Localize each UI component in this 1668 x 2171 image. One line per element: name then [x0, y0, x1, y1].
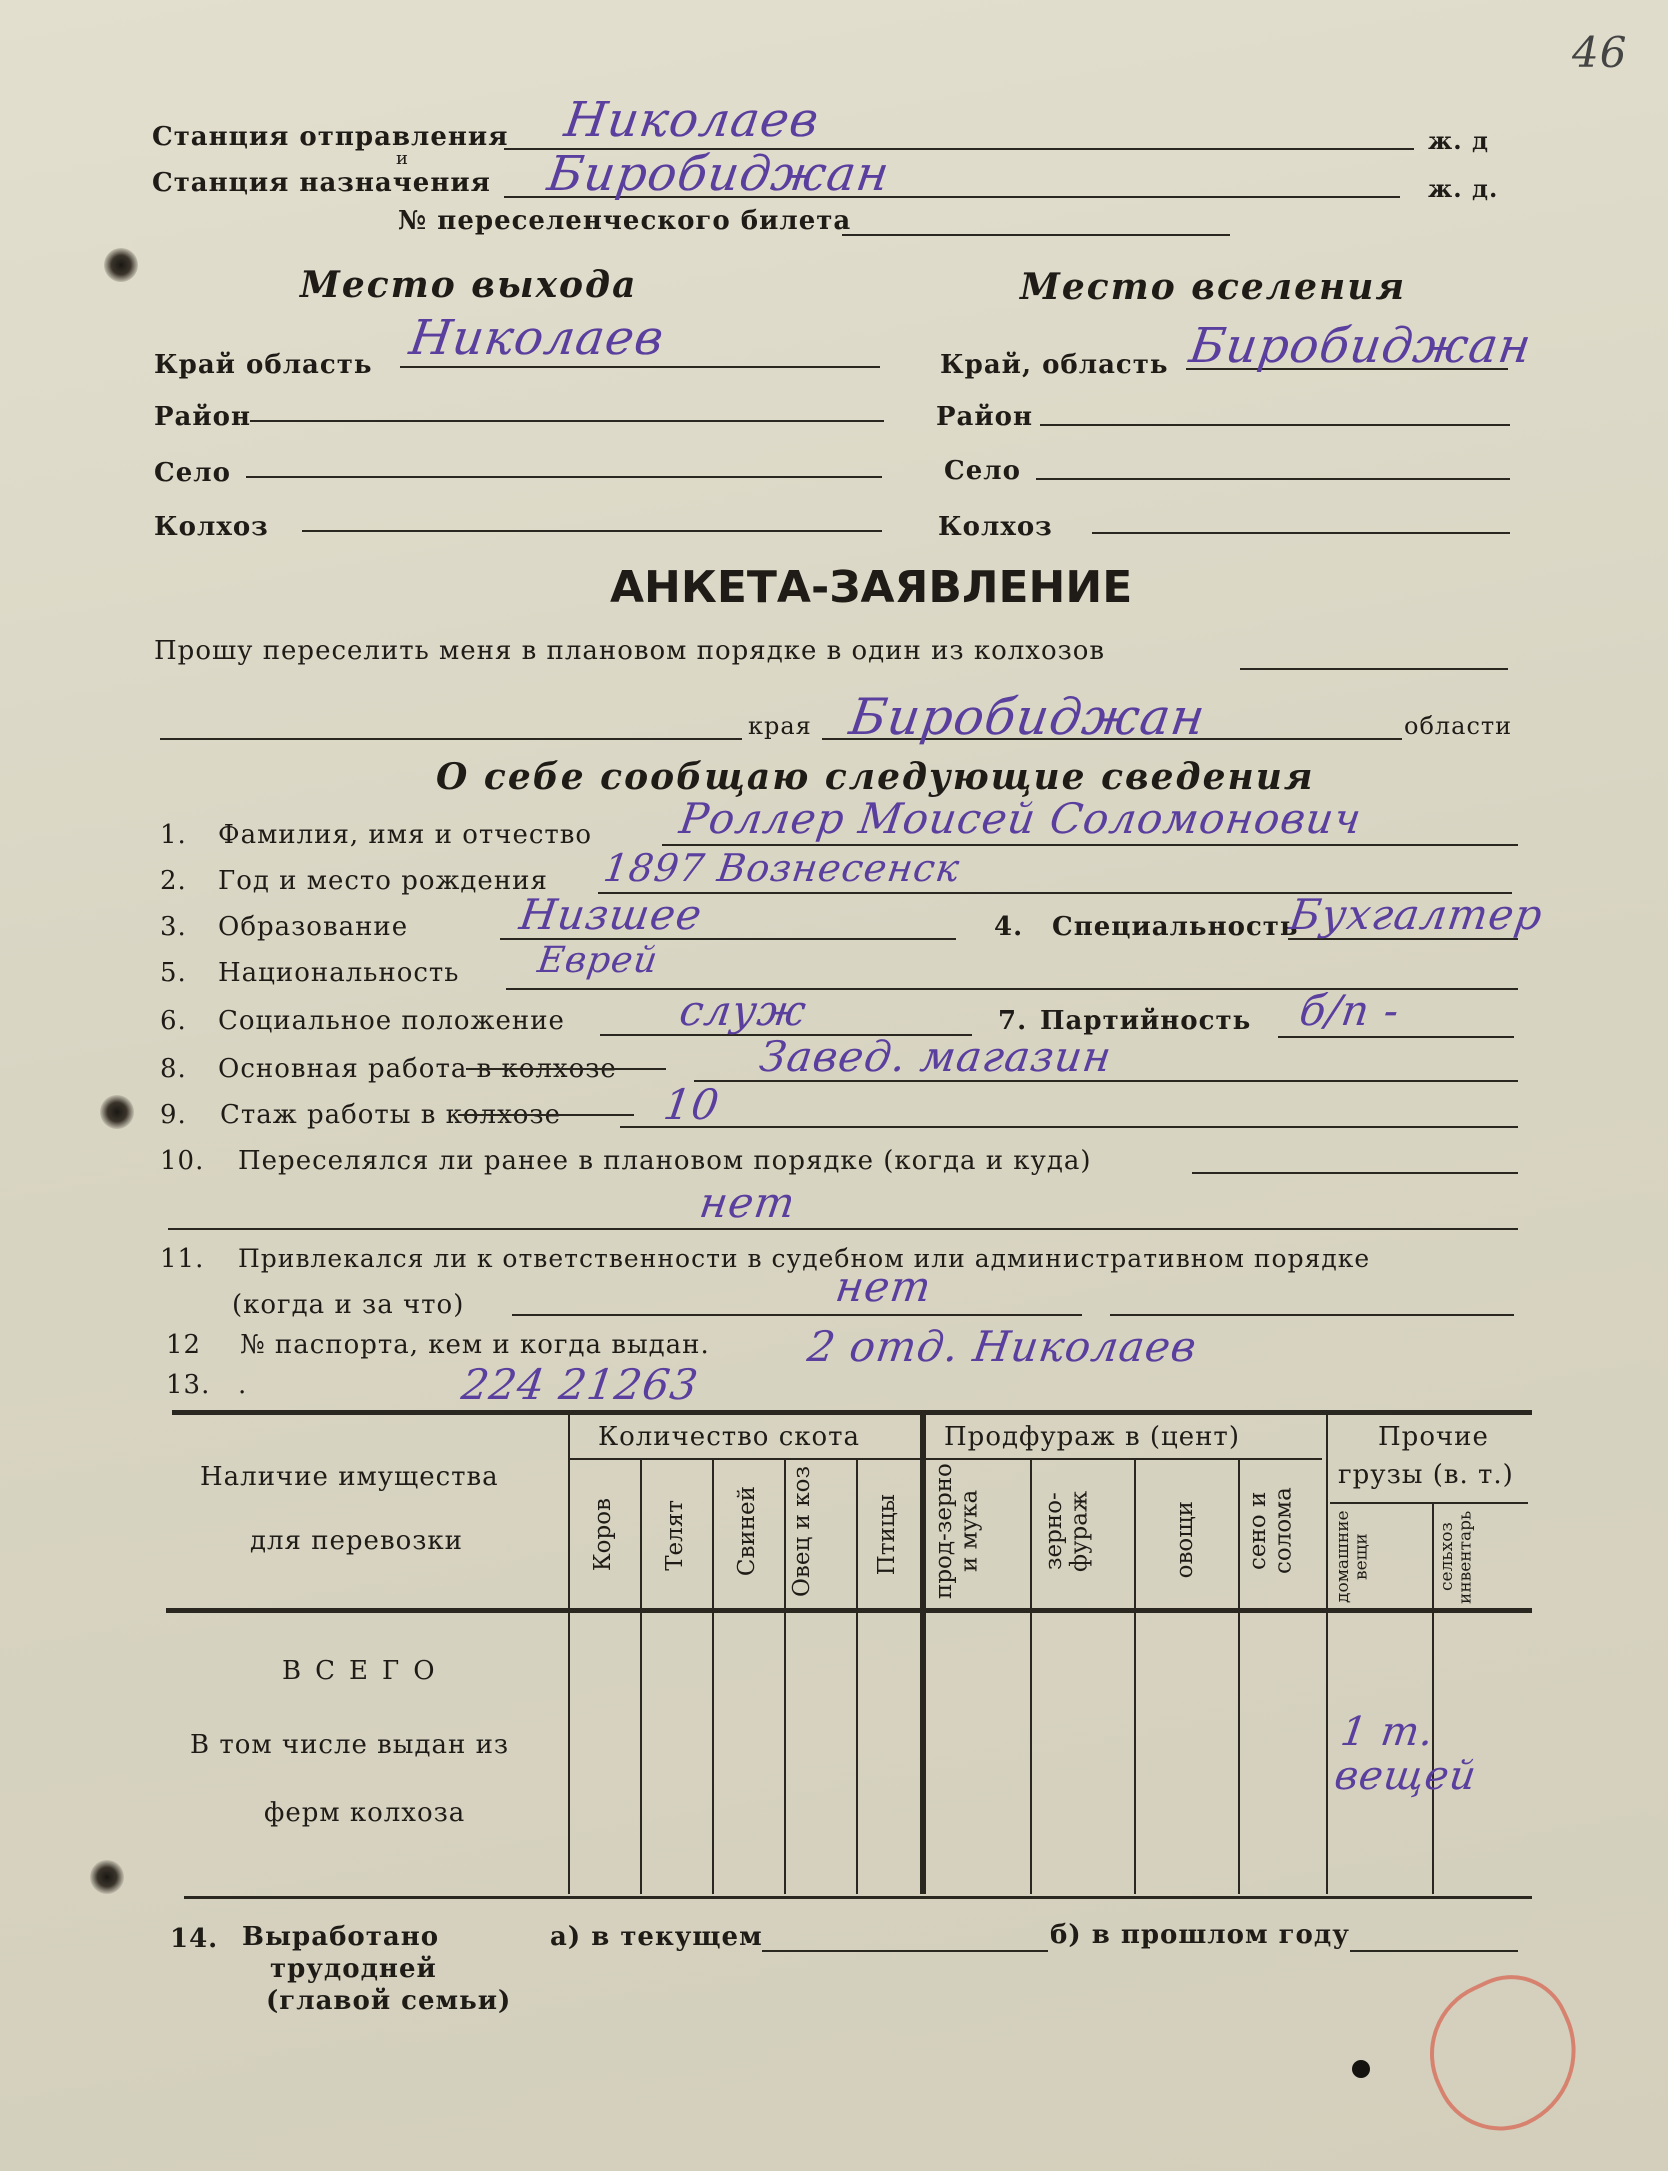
col-divider-9 [1326, 1414, 1328, 1894]
col-header-household: домашние вещи [1333, 1510, 1372, 1604]
field-1-label: Фамилия, имя и отчество [218, 820, 593, 850]
col-divider-0 [568, 1414, 570, 1894]
field-13-num: 13. [166, 1370, 211, 1400]
exit-village-label: Село [154, 458, 231, 488]
ink-dot [1352, 2060, 1370, 2078]
field-4-label: Специальность [1052, 912, 1299, 942]
field-5-num: 5. [160, 958, 187, 988]
exit-kolkhoz-line [302, 530, 882, 532]
field-9-label: Стаж работы в колхозе [220, 1100, 561, 1130]
col-divider-6 [1030, 1460, 1032, 1894]
form-title: АНКЕТА-ЗАЯВЛЕНИЕ [610, 562, 1133, 613]
field-10-label: Переселялся ли ранее в плановом порядке (когда и куда) [238, 1146, 1092, 1176]
field-6-label: Социальное положение [218, 1006, 565, 1036]
field-1-value: Роллер Моисей Соломонович [676, 794, 1365, 843]
exit-region-line [400, 366, 880, 368]
departure-value: Николаев [561, 92, 823, 148]
other-group-rule [1330, 1502, 1528, 1504]
settle-region-value: Биробиджан [1186, 318, 1536, 374]
col-header-farm-tools: сельхоз инвентарь [1437, 1510, 1476, 1604]
table-bottom-rule [184, 1896, 1532, 1899]
field-10-line-2 [168, 1228, 1518, 1230]
exit-kolkhoz-label: Колхоз [154, 512, 269, 542]
workdays-label-3: (главой семьи) [266, 1986, 512, 2016]
field-9-num: 9. [160, 1100, 187, 1130]
field-11-label-2: (когда и за что) [232, 1290, 465, 1320]
settle-kolkhoz-label: Колхоз [938, 512, 1053, 542]
col-header-poultry: Птицы [874, 1494, 901, 1576]
settle-village-label: Село [944, 456, 1021, 486]
exit-district-line [250, 420, 884, 422]
field-13-value: 224 21263 [458, 1360, 702, 1409]
col-header-vegetables: овощи [1172, 1501, 1199, 1579]
col-divider-8 [1238, 1460, 1240, 1894]
punch-hole-1 [104, 248, 138, 282]
workdays-previous-line [1350, 1950, 1518, 1952]
field-3-num: 3. [160, 912, 187, 942]
field-12-label: № паспорта, кем и когда выдан. [240, 1330, 710, 1360]
other-group-2: грузы (в. т.) [1338, 1460, 1514, 1490]
info-heading: О себе сообщаю следующие сведения [436, 756, 1315, 798]
request-line-1: Прошу переселить меня в плановом порядке в один из колхозов [154, 636, 1106, 666]
oblast-label: области [1404, 712, 1513, 740]
col-header-feed-grain: зерно-фураж [1041, 1490, 1093, 1572]
col-divider-5 [920, 1414, 926, 1894]
col-divider-7 [1134, 1460, 1136, 1894]
incl-label-2: ферм колхоза [264, 1798, 466, 1828]
workdays-previous: б) в прошлом году [1050, 1920, 1350, 1950]
workdays-current: а) в текущем [550, 1922, 763, 1952]
col-header-cows: Коров [590, 1498, 617, 1572]
red-pencil-mark [1406, 1956, 1603, 2153]
field-11-line [512, 1314, 1082, 1316]
field-2-label: Год и место рождения [218, 866, 548, 896]
settle-region-label: Край, область [940, 350, 1169, 380]
col-divider-1 [640, 1460, 642, 1894]
field-10-num: 10. [160, 1146, 205, 1176]
workdays-label-1: Выработано [242, 1922, 440, 1952]
field-1-num: 1. [160, 820, 187, 850]
fodder-group-rule [922, 1458, 1322, 1460]
field-9-strike [458, 1114, 634, 1116]
field-8-value: Завед. магазин [756, 1032, 1116, 1081]
request-blank-1 [1240, 668, 1508, 670]
ticket-label: № переселенческого билета [398, 206, 852, 236]
col-divider-10 [1432, 1504, 1434, 1894]
col-header-sheep: Овец и коз [789, 1465, 815, 1597]
workdays-label-2: трудодней [270, 1954, 437, 1984]
livestock-group: Количество скота [598, 1422, 861, 1452]
col-header-pigs: Свиней [734, 1485, 761, 1577]
field-13-label: . [238, 1370, 248, 1400]
krai-value: Биробиджан [845, 688, 1210, 746]
ticket-line [842, 234, 1230, 236]
field-8-num: 8. [160, 1054, 187, 1084]
field-12-num: 12 [166, 1330, 202, 1360]
field-9-line [620, 1126, 1518, 1128]
other-group: Прочие [1378, 1422, 1489, 1452]
other-goods-value: 1 т. вещей [1331, 1709, 1480, 1799]
col-divider-4 [856, 1460, 858, 1894]
punch-hole-2 [100, 1095, 134, 1129]
field-4-num: 4. [994, 912, 1024, 942]
krai-label: края [748, 712, 812, 740]
departure-label: Станция отправления [152, 122, 509, 152]
workdays-current-line [762, 1950, 1048, 1952]
field-9-value: 10 [660, 1080, 723, 1129]
exit-region-label: Край область [154, 350, 373, 380]
field-8-label: Основная работа в колхозе [218, 1054, 617, 1084]
fodder-group: Продфураж в (цент) [944, 1422, 1240, 1452]
field-7-label: Партийность [1040, 1006, 1252, 1036]
request-blank-2 [160, 738, 742, 740]
field-8-strike [466, 1068, 666, 1070]
field-7-value: б/п - [1296, 986, 1403, 1035]
workdays-num: 14. [170, 1924, 219, 1954]
and-mark: и [396, 148, 409, 169]
field-12-value: 2 отд. Николаев [804, 1322, 1201, 1371]
field-6-value: служ [676, 986, 810, 1035]
field-5-value: Еврей [535, 940, 661, 981]
exit-village-line [246, 476, 882, 478]
exit-region-value: Николаев [406, 310, 668, 366]
field-3-value: Низшее [516, 890, 706, 939]
col-header-grain-flour: прод-зерно и мука [931, 1463, 983, 1599]
settle-district-label: Район [936, 402, 1034, 432]
col-header-hay-straw: сено и солома [1245, 1487, 1297, 1575]
rail-label-2: ж. д. [1428, 174, 1499, 203]
page-number: 46 [1572, 28, 1628, 77]
field-6-num: 6. [160, 1006, 187, 1036]
total-label: ВСЕГО [282, 1656, 449, 1686]
field-11-line-b [1110, 1314, 1514, 1316]
col-header-calves: Телят [662, 1499, 689, 1571]
destination-value: Биробиджан [544, 146, 894, 202]
exit-heading: Место выхода [300, 264, 638, 306]
field-7-line [1278, 1036, 1514, 1038]
field-10-value: нет [696, 1178, 799, 1227]
field-10-line [1192, 1172, 1518, 1174]
livestock-group-rule [570, 1458, 920, 1460]
field-2-value: 1897 Вознесенск [600, 846, 963, 890]
punch-hole-3 [90, 1860, 124, 1894]
property-label-2: для перевозки [250, 1526, 463, 1556]
table-top-rule [172, 1410, 1532, 1415]
field-3-label: Образование [218, 912, 409, 942]
property-label-1: Наличие имущества [200, 1462, 499, 1492]
field-4-value: Бухгалтер [1286, 890, 1546, 939]
col-divider-3 [784, 1460, 786, 1894]
field-11-num: 11. [160, 1244, 205, 1274]
field-2-num: 2. [160, 866, 187, 896]
settle-district-line [1040, 424, 1510, 426]
field-11-value: нет [832, 1262, 935, 1311]
field-11-label: Привлекался ли к ответственности в судебном или административном порядке [238, 1244, 1371, 1273]
settle-village-line [1036, 478, 1510, 480]
field-5-label: Национальность [218, 958, 460, 988]
settle-kolkhoz-line [1092, 532, 1510, 534]
exit-district-label: Район [154, 402, 252, 432]
rail-label-1: ж. д [1428, 126, 1489, 155]
col-divider-2 [712, 1460, 714, 1894]
incl-label-1: В том числе выдан из [190, 1730, 510, 1760]
destination-label: Станция назначения [152, 168, 491, 198]
field-7-num: 7. [998, 1006, 1028, 1036]
settle-heading: Место вселения [1020, 266, 1407, 308]
